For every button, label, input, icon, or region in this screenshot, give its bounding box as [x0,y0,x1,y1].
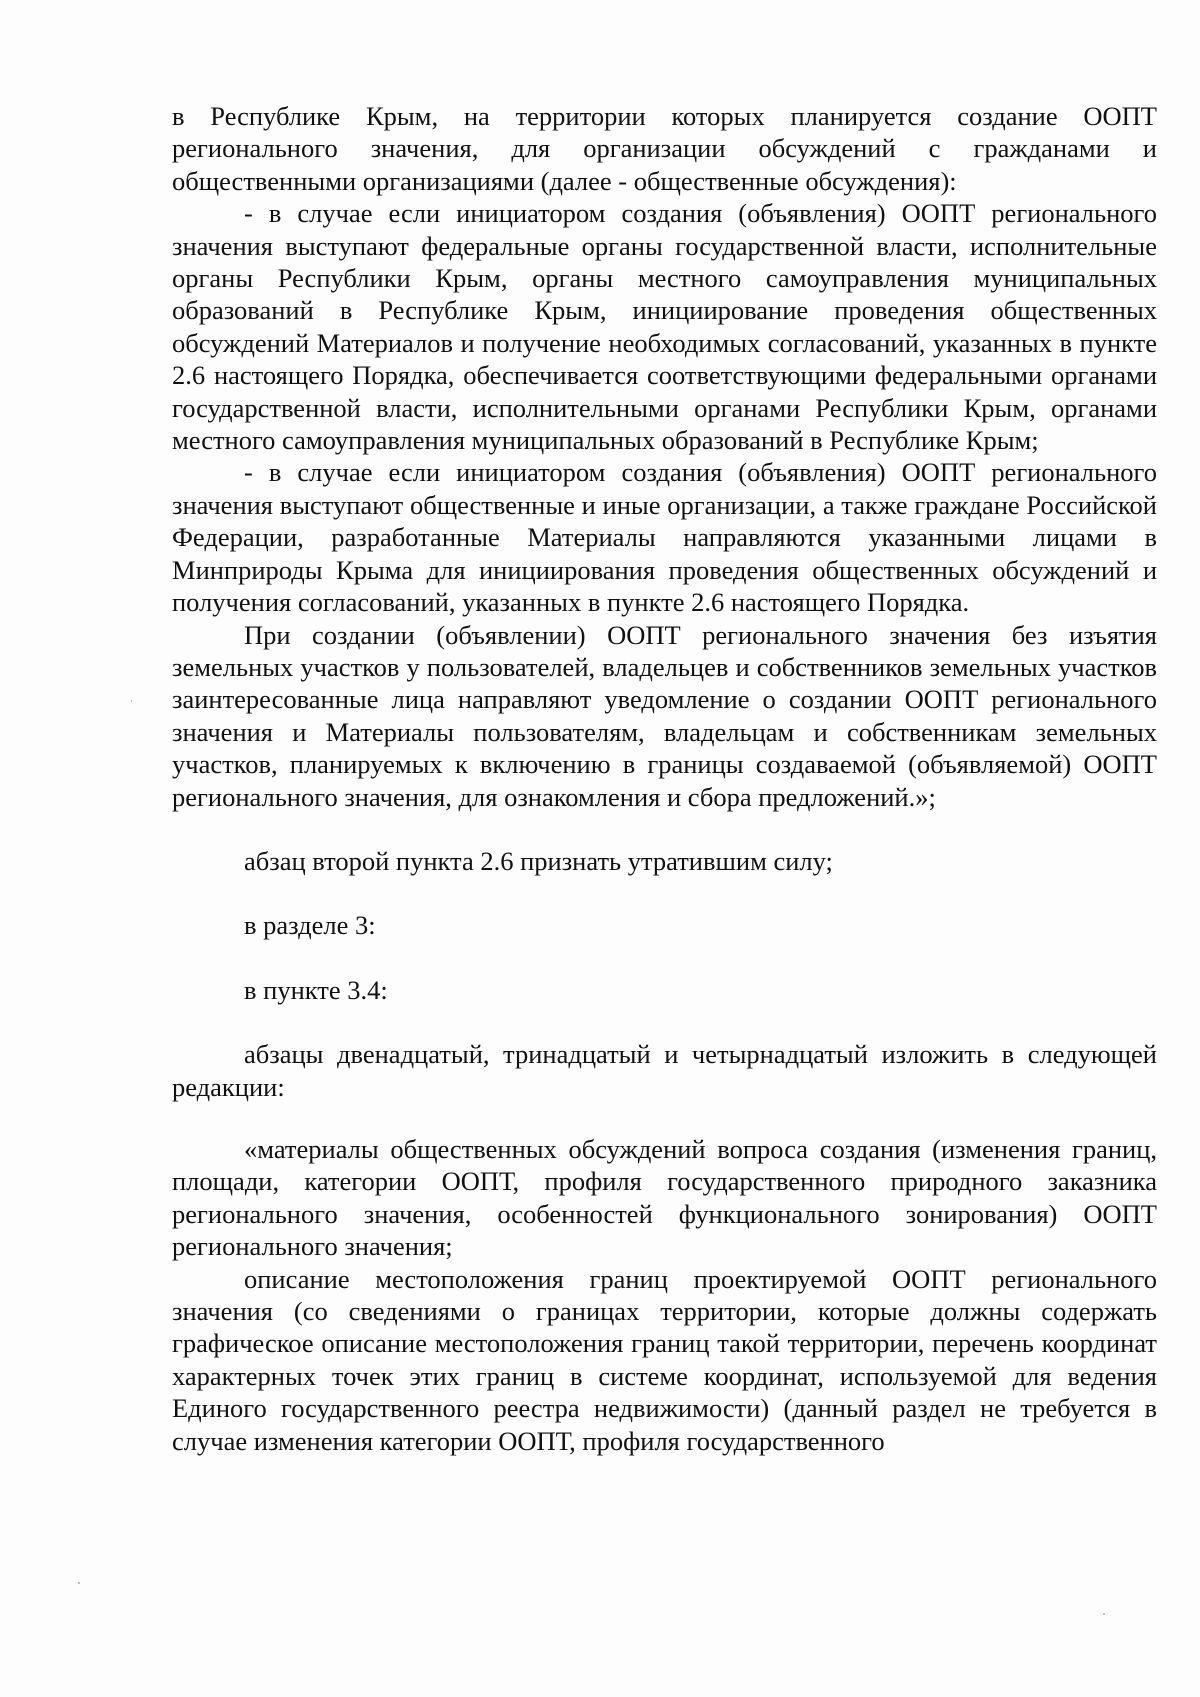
paragraph-9: «материалы общественных обсуждений вопроса создания (изменения границ, площади, категории ООПТ, профиля государственного природного заказника регионального значения, особенностей функционального зонирования) ООПТ регионального значения; [172,1133,1157,1262]
paragraph-3: - в случае если инициатором создания (объявления) ООПТ регионального значения выступают общественные и иные организации, а также граждане Российской Федерации, разработанные Материалы направляются указанными лицами в Минприроды Крыма для инициирования проведения общественных обсуждений и получения согласований, указанных в пункте 2.6 настоящего Порядка. [172,457,1157,618]
paragraph-2: - в случае если инициатором создания (объявления) ООПТ регионального значения выступают федеральные органы государственной власти, исполнительные органы Республики Крым, органы местного самоуправления муниципальных образований в Республике Крым, инициирование проведения общественных обсуждений Материалов и получение необходимых согласований, указанных в пункте 2.6 настоящего Порядка, обеспечивается соответствующими федеральными органами государственной власти, исполнительными органами Республики Крым, органами местного самоуправления муниципальных образований в Республике Крым; [172,198,1157,456]
paragraph-1: в Республике Крым, на территории которых планируется создание ООПТ регионального значения, для организации обсуждений с гражданами и общественными организациями (далее - общественные обсуждения): [172,101,1157,196]
paragraph-5: абзац второй пункта 2.6 признать утратившим силу; [244,845,833,876]
scan-speck [131,700,132,702]
scan-speck [78,1582,80,1584]
paragraph-4: При создании (объявлении) ООПТ регионального значения без изъятия земельных участков у пользователей, владельцев и собственников земельных участков заинтересованные лица направляют уведомление о создании ООПТ регионального значения и Материалы пользователям, владельцам и собственникам земельных участков, планируемых к включению в границы создаваемой (объявляемой) ООПТ регионального значения, для ознакомления и сбора предложений.»; [172,619,1157,812]
paragraph-8: абзацы двенадцатый, тринадцатый и четырнадцатый изложить в следующей редакции: [172,1039,1157,1102]
scan-speck [1103,1613,1105,1615]
document-body [172,100,1157,1457]
paragraph-10: описание местоположения границ проектируемой ООПТ регионального значения (со сведениями о границах территории, которые должны содержать графическое описание местоположения границ такой территории, перечень координат характерных точек этих границ в системе координат, используемой для ведения Единого государственного реестра недвижимости) (данный раздел не требуется в случае изменения категории ООПТ, профиля государственного [172,1263,1157,1456]
paragraph-7: в пункте 3.4: [244,974,388,1005]
paragraph-6: в разделе 3: [244,910,376,941]
